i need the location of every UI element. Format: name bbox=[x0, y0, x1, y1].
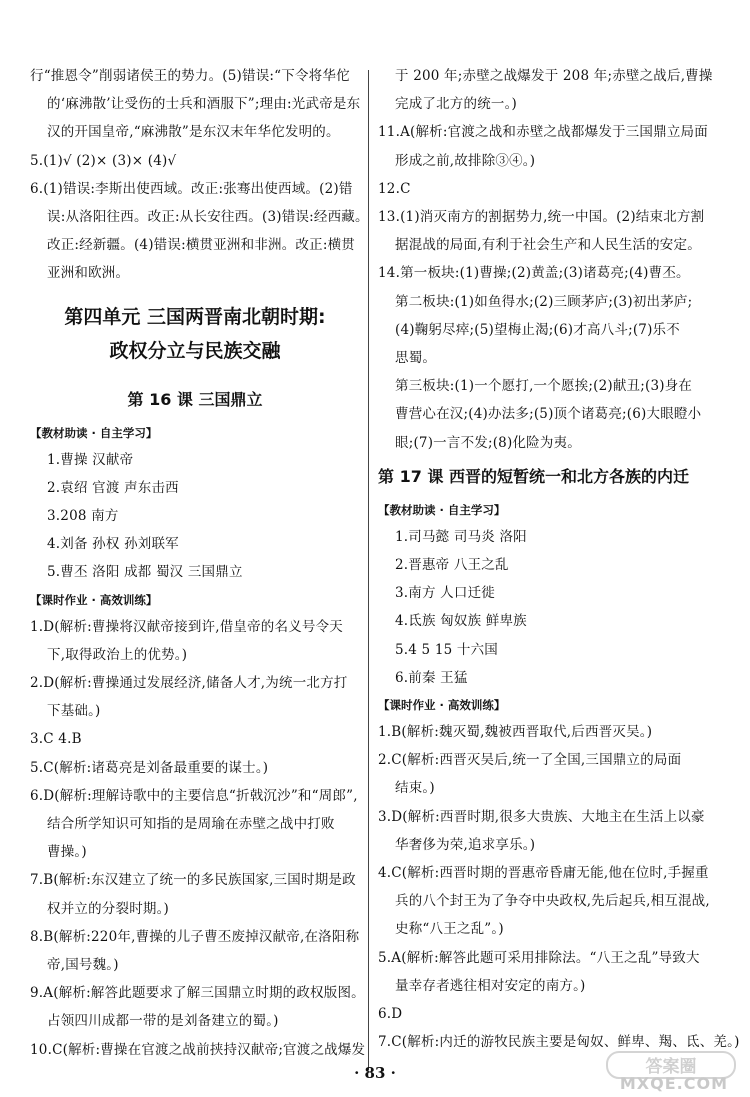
section-heading: 【课时作业 · 高效训练】 bbox=[30, 592, 158, 607]
text-line: 的‘麻沸散’让受伤的士兵和酒服下”;理由:光武帝是东 bbox=[47, 96, 361, 113]
text-line: 眼;(7)一言不发;(8)化险为夷。 bbox=[395, 434, 581, 451]
text-line: 改正:经新疆。(4)错误:横贯亚洲和非洲。改正:横贯 bbox=[47, 237, 355, 254]
list-item: 1.曹操 汉献帝 bbox=[47, 451, 134, 468]
text-line: 曹营心在汉;(4)办法多;(5)顶个诸葛亮;(6)大眼瞪小 bbox=[395, 406, 702, 423]
list-item: 6.前秦 王猛 bbox=[395, 669, 468, 686]
text-line: 11.A(解析:官渡之战和赤壁之战都爆发于三国鼎立局面 bbox=[378, 124, 708, 141]
text-line: 思蜀。 bbox=[395, 350, 437, 367]
watermark-url: MXQE.COM bbox=[619, 1074, 728, 1093]
page-number: · 83 · bbox=[354, 1064, 396, 1082]
text-line: 第三板块:(1)一个愿打,一个愿挨;(2)献丑;(3)身在 bbox=[395, 378, 693, 395]
answer-line: 占领四川成都一带的是刘备建立的蜀。) bbox=[47, 1013, 279, 1030]
list-item: 3.南方 人口迁徙 bbox=[395, 585, 495, 602]
unit-subtitle: 政权分立与民族交融 bbox=[109, 339, 281, 362]
text-line: 据混战的局面,有利于社会生产和人民生活的安定。 bbox=[395, 237, 701, 254]
answer-line: 5.A(解析:解答此题可采用排除法。“八王之乱”导致大 bbox=[378, 949, 700, 966]
text-line: 14.第一板块:(1)曹操;(2)黄盖;(3)诸葛亮;(4)曹丕。 bbox=[378, 265, 690, 282]
list-item: 2.晋惠帝 八王之乱 bbox=[395, 557, 509, 574]
answer-line: 曹操。) bbox=[47, 844, 87, 861]
answer-line: 史称“八王之乱”。) bbox=[395, 921, 504, 938]
list-item: 2.袁绍 官渡 声东击西 bbox=[47, 479, 179, 496]
answer-line: 6.D(解析:理解诗歌中的主要信息“折戟沉沙”和“周郎”, bbox=[30, 787, 358, 804]
text-line: 于 200 年;赤壁之战爆发于 208 年;赤壁之战后,曹操 bbox=[395, 68, 713, 84]
list-item: 5.4 5 15 十六国 bbox=[395, 641, 499, 658]
lesson-title: 第 16 课 三国鼎立 bbox=[127, 389, 263, 409]
text-line: 行“推恩令”削弱诸侯王的势力。(5)错误:“下令将华佗 bbox=[30, 68, 350, 84]
text-line: 13.(1)消灭南方的割据势力,统一中国。(2)结束北方割 bbox=[378, 209, 705, 226]
answer-line: 帝,国号魏。) bbox=[47, 957, 119, 974]
list-item: 4.刘备 孙权 孙刘联军 bbox=[47, 536, 179, 553]
answer-line: 9.A(解析:解答此题要求了解三国鼎立时期的政权版图。 bbox=[30, 985, 365, 1002]
list-item: 1.司马懿 司马炎 洛阳 bbox=[395, 528, 527, 545]
answer-line: 1.B(解析:魏灭蜀,魏被西晋取代,后西晋灭吴。) bbox=[378, 724, 653, 741]
section-heading: 【课时作业 · 高效训练】 bbox=[378, 698, 506, 713]
left-column bbox=[30, 62, 369, 1064]
answer-line: 8.B(解析:220年,曹操的儿子曹丕废掉汉献帝,在洛阳称 bbox=[30, 928, 360, 945]
list-item: 5.曹丕 洛阳 成都 蜀汉 三国鼎立 bbox=[47, 564, 243, 581]
answer-line: 10.C(解析:曹操在官渡之战前挟持汉献帝;官渡之战爆发 bbox=[30, 1041, 366, 1058]
answer-line: 2.C(解析:西晋灭吴后,统一了全国,三国鼎立的局面 bbox=[378, 752, 682, 769]
text-line: (4)鞠躬尽瘁;(5)望梅止渴;(6)才高八斗;(7)乐不 bbox=[395, 321, 680, 338]
answer-line: 4.C(解析:西晋时期的晋惠帝昏庸无能,他在位时,手握重 bbox=[378, 865, 709, 882]
answer-line: 7.C(解析:内迁的游牧民族主要是匈奴、鲜卑、羯、氐、羌。) bbox=[378, 1034, 740, 1051]
text-line: 形成之前,故排除③④。) bbox=[395, 152, 536, 169]
answer-line: 下基础。) bbox=[47, 703, 101, 720]
answer-line: 结合所学知识可知指的是周瑜在赤壁之战中打败 bbox=[47, 816, 335, 833]
right-column bbox=[378, 62, 740, 1057]
text-line: 误:从洛阳往西。改正:从长安往西。(3)错误:经西藏。 bbox=[47, 209, 369, 226]
list-item: 4.氐族 匈奴族 鲜卑族 bbox=[395, 613, 527, 630]
text-line: 第二板块:(1)如鱼得水;(2)三顾茅庐;(3)初出茅庐; bbox=[395, 293, 693, 310]
answer-line: 量幸存者逃往相对安定的南方。) bbox=[395, 977, 586, 994]
answer-line: 6.D bbox=[378, 1006, 403, 1023]
unit-title: 第四单元 三国两晋南北朝时期: bbox=[64, 305, 326, 328]
answer-line: 权并立的分裂时期。) bbox=[47, 900, 170, 917]
text-line: 汉的开国皇帝,“麻沸散”是东汉末年华佗发明的。 bbox=[47, 124, 340, 141]
answer-line: 兵的八个封王为了争夺中央政权,先后起兵,相互混战, bbox=[395, 893, 710, 910]
answer-line: 2.D(解析:曹操通过发展经济,储备人才,为统一北方打 bbox=[30, 675, 348, 692]
answer-line: 5.C(解析:诸葛亮是刘备最重要的谋士。) bbox=[30, 759, 269, 776]
answer-line: 1.D(解析:曹操将汉献帝接到许,借皇帝的名义号令天 bbox=[30, 618, 344, 635]
text-line: 6.(1)错误:李斯出使西域。改正:张骞出使西域。(2)错 bbox=[30, 180, 353, 197]
text-line: 12.C bbox=[378, 180, 411, 197]
answer-line: 华奢侈为荣,追求享乐。) bbox=[395, 836, 536, 853]
section-heading: 【教材助读 · 自主学习】 bbox=[378, 502, 506, 517]
answer-line: 3.D(解析:西晋时期,很多大贵族、大地主在生活上以豪 bbox=[378, 808, 705, 825]
answer-line: 结束。) bbox=[395, 780, 435, 797]
watermark-logo-text: 答案圈 bbox=[645, 1057, 697, 1077]
lesson-title: 第 17 课 西晋的短暂统一和北方各族的内迁 bbox=[378, 466, 689, 486]
answer-line: 下,取得政治上的优势。) bbox=[47, 646, 188, 663]
answer-line: 3.C 4.B bbox=[30, 731, 82, 748]
list-item: 3.208 南方 bbox=[47, 508, 119, 525]
answer-line: 7.B(解析:东汉建立了统一的多民族国家,三国时期是政 bbox=[30, 872, 356, 889]
text-line: 5.(1)√ (2)× (3)× (4)√ bbox=[30, 152, 177, 169]
text-line: 完成了北方的统一。) bbox=[395, 96, 518, 113]
text-line: 亚洲和欧洲。 bbox=[47, 265, 130, 282]
section-heading: 【教材助读 · 自主学习】 bbox=[30, 425, 158, 440]
